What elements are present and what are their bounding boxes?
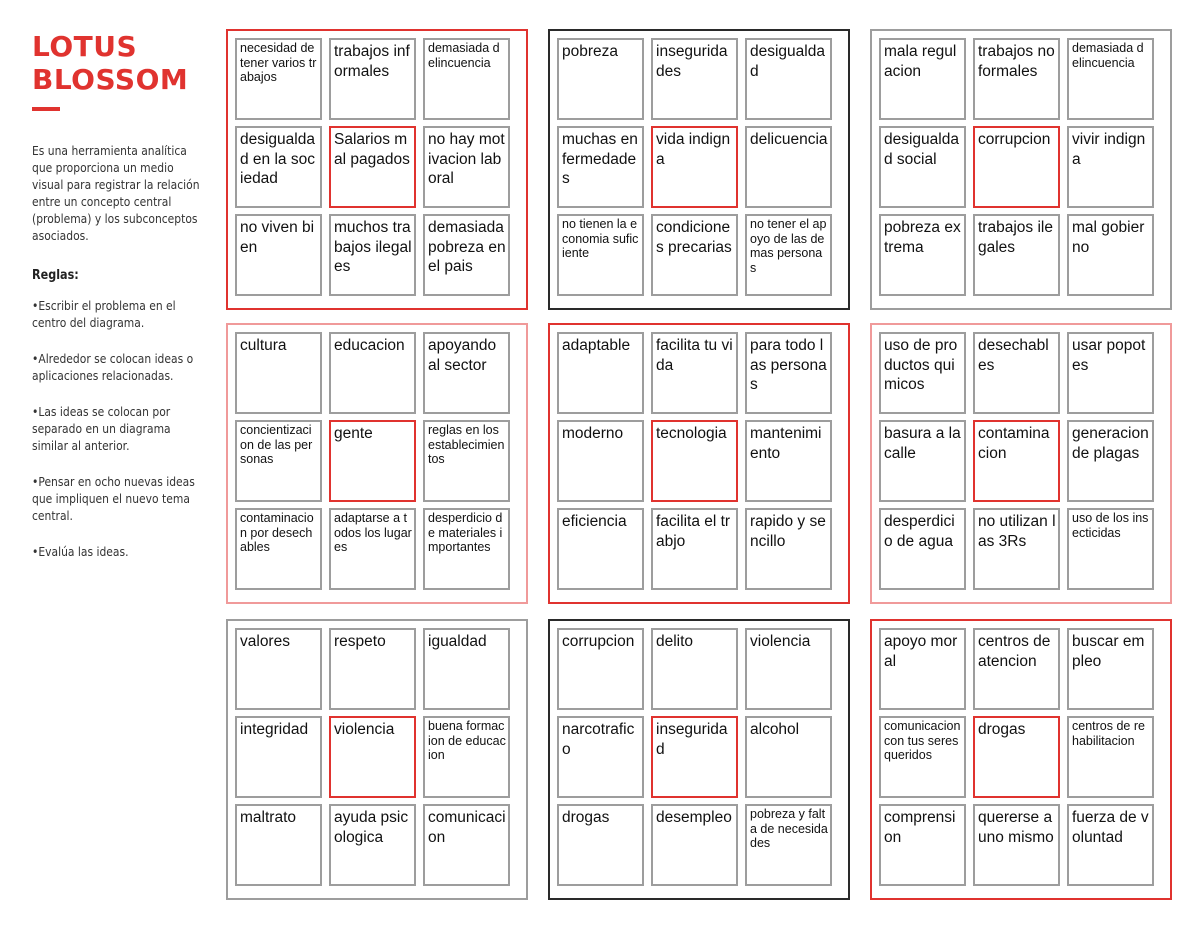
lotus-cell: reglas en los establecimientos (423, 420, 510, 502)
lotus-cell: no viven bien (235, 214, 322, 296)
lotus-cell: desperdicio de materiales importantes (423, 508, 510, 590)
lotus-cell: pobreza extrema (879, 214, 966, 296)
lotus-cell: fuerza de voluntad (1067, 804, 1154, 886)
lotus-cell: facilita el trabjo (651, 508, 738, 590)
lotus-cell: condiciones precarias (651, 214, 738, 296)
lotus-block (548, 29, 850, 310)
lotus-cell: adaptable (557, 332, 644, 414)
lotus-cell: buscar empleo (1067, 628, 1154, 710)
lotus-cell: trabajos informales (329, 38, 416, 120)
title-line-1: LOTUS (32, 30, 138, 63)
description-text: Es una herramienta analítica que proporciona un medio visual para registrar la relación entre un concepto central (problema) y los subconceptos asociados. (32, 143, 200, 243)
lotus-cell: demasiada delincuencia (1067, 38, 1154, 120)
lotus-cell: quererse a uno mismo (973, 804, 1060, 886)
lotus-block (226, 29, 528, 310)
lotus-cell: drogas (557, 804, 644, 886)
lotus-cell: cultura (235, 332, 322, 414)
lotus-block (548, 323, 850, 604)
rule-item: •Pensar en ocho nuevas ideas que impliquen el nuevo tema central. (32, 474, 195, 523)
lotus-block (226, 619, 528, 900)
lotus-cell: desigualdad social (879, 126, 966, 208)
rules-list (32, 297, 202, 560)
lotus-cell: facilita tu vida (651, 332, 738, 414)
lotus-cell: igualdad (423, 628, 510, 710)
lotus-cell: delicuencia (745, 126, 832, 208)
lotus-cell: moderno (557, 420, 644, 502)
lotus-cell: vivir indigna (1067, 126, 1154, 208)
lotus-cell: inseguridades (651, 38, 738, 120)
lotus-cell: pobreza (557, 38, 644, 120)
lotus-cell: maltrato (235, 804, 322, 886)
lotus-cell: desechables (973, 332, 1060, 414)
title-line-2: BLOSSOM (32, 63, 189, 96)
lotus-block (870, 619, 1172, 900)
rule-item: •Evalúa las ideas. (32, 544, 129, 559)
lotus-cell: apoyo moral (879, 628, 966, 710)
lotus-cell: delito (651, 628, 738, 710)
lotus-cell: desigualdad en la sociedad (235, 126, 322, 208)
lotus-cell: valores (235, 628, 322, 710)
lotus-center-cell: gente (329, 420, 416, 502)
lotus-cell: uso de los insecticidas (1067, 508, 1154, 590)
lotus-cell: muchas enfermedades (557, 126, 644, 208)
lotus-cell: narcotrafico (557, 716, 644, 798)
lotus-block (870, 29, 1172, 310)
lotus-cell: mal gobierno (1067, 214, 1154, 296)
lotus-cell: rapido y sencillo (745, 508, 832, 590)
lotus-cell: usar popotes (1067, 332, 1154, 414)
page-title (32, 30, 202, 96)
lotus-cell: corrupcion (557, 628, 644, 710)
lotus-cell: para todo las personas (745, 332, 832, 414)
lotus-cell: muchos trabajos ilegales (329, 214, 416, 296)
lotus-center-cell: tecnologia (651, 420, 738, 502)
lotus-center-cell: violencia (329, 716, 416, 798)
lotus-cell: contaminacion por desechables (235, 508, 322, 590)
lotus-cell: buena formacion de educacion (423, 716, 510, 798)
lotus-cell: basura a la calle (879, 420, 966, 502)
lotus-cell: mala regulacion (879, 38, 966, 120)
rules-heading: Reglas: (32, 268, 79, 283)
title-underline (32, 107, 60, 111)
lotus-cell: comunicacion (423, 804, 510, 886)
lotus-cell: alcohol (745, 716, 832, 798)
lotus-cell: concientizacion de las personas (235, 420, 322, 502)
lotus-cell: mantenimiento (745, 420, 832, 502)
rule-item: •Escribir el problema en el centro del diagrama. (32, 298, 176, 330)
lotus-center-cell: contaminacion (973, 420, 1060, 502)
lotus-block (548, 619, 850, 900)
lotus-cell: no tener el apoyo de las demas personas (745, 214, 832, 296)
lotus-cell: no hay motivacion laboral (423, 126, 510, 208)
lotus-center-cell: inseguridad (651, 716, 738, 798)
lotus-cell: apoyando al sector (423, 332, 510, 414)
lotus-center-cell: Salarios mal pagados (329, 126, 416, 208)
rule-item: •Las ideas se colocan por separado en un diagrama similar al anterior. (32, 404, 171, 453)
lotus-center-cell: drogas (973, 716, 1060, 798)
lotus-cell: uso de productos quimicos (879, 332, 966, 414)
lotus-cell: desempleo (651, 804, 738, 886)
rule-item: •Alrededor se colocan ideas o aplicaciones relacionadas. (32, 351, 194, 383)
lotus-block (226, 323, 528, 604)
lotus-cell: trabajos ilegales (973, 214, 1060, 296)
lotus-cell: adaptarse a todos los lugares (329, 508, 416, 590)
lotus-cell: generacion de plagas (1067, 420, 1154, 502)
lotus-cell: necesidad de tener varios trabajos (235, 38, 322, 120)
lotus-cell: centros de rehabilitacion (1067, 716, 1154, 798)
lotus-cell: no tienen la economia suficiente (557, 214, 644, 296)
lotus-cell: ayuda psicologica (329, 804, 416, 886)
lotus-cell: pobreza y falta de necesidades (745, 804, 832, 886)
lotus-cell: trabajos no formales (973, 38, 1060, 120)
lotus-cell: integridad (235, 716, 322, 798)
lotus-cell: desigualdad (745, 38, 832, 120)
lotus-cell: centros de atencion (973, 628, 1060, 710)
lotus-cell: respeto (329, 628, 416, 710)
lotus-cell: demasiada pobreza en el pais (423, 214, 510, 296)
lotus-cell: violencia (745, 628, 832, 710)
lotus-cell: comprension (879, 804, 966, 886)
lotus-center-cell: vida indigna (651, 126, 738, 208)
lotus-cell: eficiencia (557, 508, 644, 590)
lotus-cell: desperdicio de agua (879, 508, 966, 590)
lotus-block (870, 323, 1172, 604)
sidebar (32, 30, 202, 579)
lotus-cell: demasiada delincuencia (423, 38, 510, 120)
lotus-cell: comunicacion con tus seres queridos (879, 716, 966, 798)
lotus-cell: no utilizan las 3Rs (973, 508, 1060, 590)
lotus-cell: educacion (329, 332, 416, 414)
lotus-center-cell: corrupcion (973, 126, 1060, 208)
